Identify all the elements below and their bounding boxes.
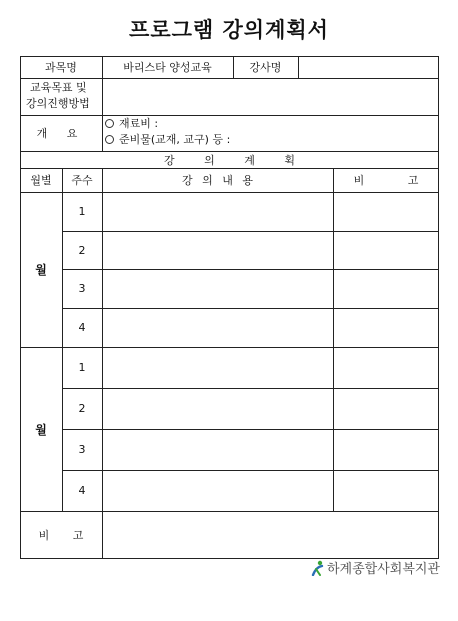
overview-label: 개 요 xyxy=(36,127,86,140)
col-divider xyxy=(102,168,103,559)
overview-item-materials[interactable] xyxy=(105,117,158,130)
week-number: 1 xyxy=(78,361,86,374)
col-header-note: 비 고 xyxy=(353,174,419,187)
footer-note-label: 비 고 xyxy=(38,529,84,542)
week-number: 3 xyxy=(78,443,86,456)
week-divider xyxy=(62,429,439,430)
goals-field[interactable] xyxy=(103,79,438,114)
plan-header: 강 의 계 획 xyxy=(164,153,295,167)
week-divider xyxy=(62,269,439,270)
week-divider xyxy=(62,470,439,471)
week-number: 2 xyxy=(78,402,86,415)
month-cell[interactable]: 월 xyxy=(35,422,47,437)
person-logo-icon xyxy=(311,560,325,576)
week-number: 2 xyxy=(78,243,86,257)
week-number: 4 xyxy=(78,484,86,497)
radio-icon xyxy=(105,119,114,128)
page-title: 프로그램 강의계획서 xyxy=(129,17,329,42)
col-header-month: 월별 xyxy=(30,174,52,187)
materials-label: 재료비 : xyxy=(119,117,159,130)
organization-logo xyxy=(311,558,440,577)
col-divider xyxy=(333,168,334,511)
month-cell[interactable]: 월 xyxy=(35,263,47,277)
week-number: 1 xyxy=(78,205,86,218)
footer-note-field[interactable] xyxy=(103,512,438,558)
subject-label: 과목명 xyxy=(45,61,77,74)
week-number: 3 xyxy=(78,282,86,295)
logo-text: 하계종합사회복지관 xyxy=(326,562,440,577)
col-header-week: 주수 xyxy=(71,174,93,187)
col-header-content: 강 의 내 용 xyxy=(182,174,253,187)
subject-value[interactable]: 바리스타 양성교육 xyxy=(123,61,212,74)
instructor-value[interactable] xyxy=(298,56,439,78)
goals-label-line2: 강의진행방법 xyxy=(26,97,90,110)
week-divider xyxy=(62,308,439,309)
col-divider xyxy=(102,115,103,151)
week-divider xyxy=(62,231,439,232)
radio-icon xyxy=(105,135,114,144)
goals-label-line1: 교육목표 및 xyxy=(30,81,87,94)
week-number: 4 xyxy=(78,321,86,334)
overview-item-supplies[interactable] xyxy=(105,133,230,146)
supplies-label: 준비물(교재, 교구) 등 : xyxy=(119,133,231,146)
instructor-label: 강사명 xyxy=(249,61,282,74)
week-divider xyxy=(62,388,439,389)
